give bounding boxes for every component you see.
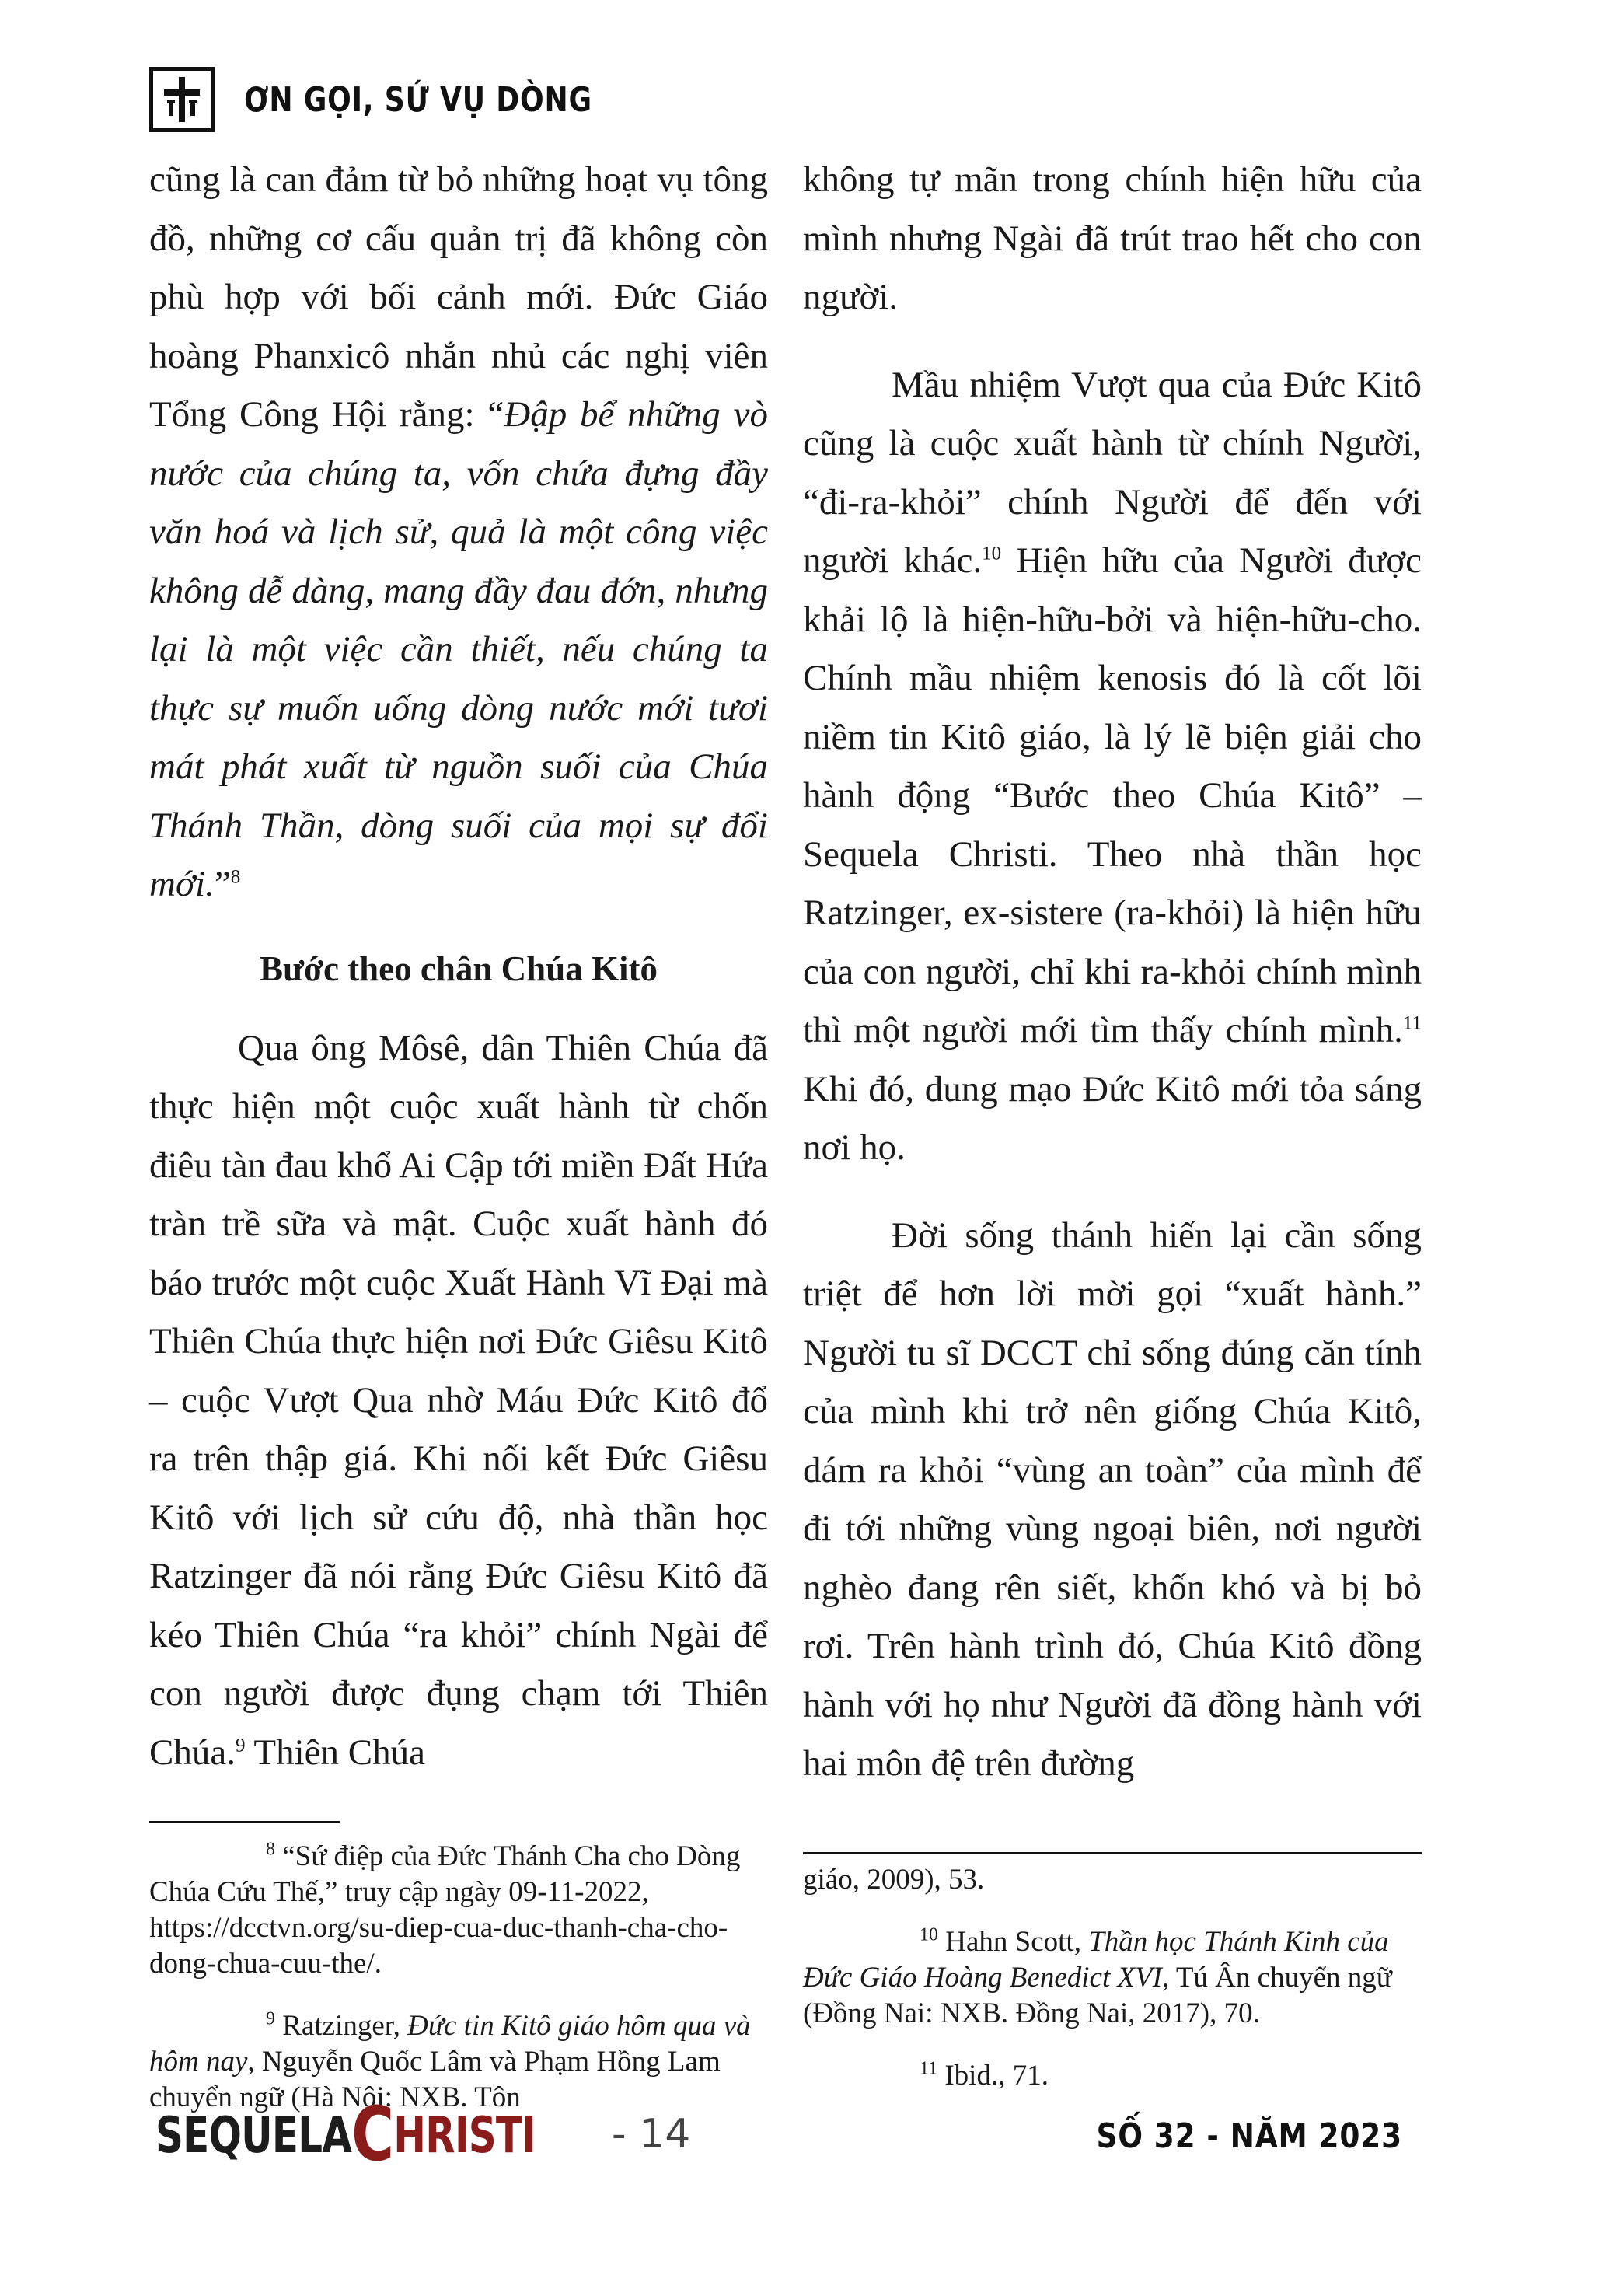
right-paragraph-3: Đời sống thánh hiến lại cần sống triệt để hơn lời mời gọi “xuất hành.” Người tu sĩ DCCT chỉ sống đúng căn tính của mình khi trở nên giống Chúa Kitô, dám ra khỏi “vùng an toàn” của mình để đi tới những vùng ngoại biên, nơi người nghèo đang rên siết, khốn khó và bị bỏ rơi. Trên hành trình đó, Chúa Kitô đồng hành với họ như Người đã đồng hành với hai môn đệ trên đường [803,1214,1422,1784]
quote: Đập bể những vò nước của chúng ta, vốn chứa đựng đầy văn hoá và lịch sử, quả là một công việc không dễ dàng, mang đầy đau đớn, nhưng lại là một việc cần thiết, nếu chúng ta thực sự muốn uống dòng nước mới tươi mát phát xuất từ nguồn suối của Chúa Thánh Thần, dòng suối của mọi sự đổi mới. [149,394,768,904]
footnote-ref-8[interactable]: 8 [230,866,241,888]
left-column [149,151,768,1782]
footnote-8: $^8$ “Sứ điệp của Đức Thánh Cha cho Dòng Chúa Cứu Thế,” truy cập ngày 09-11-2022, https://dcctvn.org/su-diep-cua-duc-thanh-cha-cho-dong-chua-cuu-the/. [149,1839,741,1980]
section-heading: Bước theo chân Chúa Kitô [260,949,658,988]
left-paragraph-2: Qua ông Môsê, dân Thiên Chúa đã thực hiện một cuộc xuất hành từ chốn điêu tàn đau khổ Ai Cập tới miền Đất Hứa tràn trề sữa và mật. Cuộc xuất hành đó báo trước một cuộc Xuất Hành Vĩ Đại mà Thiên Chúa thực hiện nơi Đức Giêsu Kitô – cuộc Vượt Qua nhờ Máu Đức Kitô đổ ra trên thập giá. Khi nối kết Đức Giêsu Kitô với lịch sử cứu độ, nhà thần học Ratzinger đã nói rằng Đức Giêsu Kitô đã kéo Thiên Chúa “ra khỏi” chính Ngài để con người được đụng chạm tới Thiên Chúa.$^9$ Thiên Chúa [149,1027,768,1773]
footnote-divider-right [803,1852,1422,1854]
footnotes-right [803,1862,1422,2094]
footnote-9: $^9$ Ratzinger, Đức tin Kitô giáo hôm qua và hôm nay, Nguyễn Quốc Lâm và Phạm Hồng Lam chuyển ngữ (Hà Nội: NXB. Tôn [149,2008,751,2113]
issue-label: SỐ 32 - NĂM 2023 [1096,2116,1402,2156]
page-header [149,61,668,138]
right-column [803,151,1422,1794]
footnote-divider-left [149,1821,340,1823]
footnote-ref-10[interactable]: 10 [982,543,1002,564]
right-paragraph-2: Mầu nhiệm Vượt qua của Đức Kitô cũng là cuộc xuất hành từ chính Người, “đi-ra-khỏi” chính Người để đến với người khác.$^{10}$ Hiện hữu của Người được khải lộ là hiện-hữu-bởi và hiện-hữu-cho. Chính mầu nhiệm kenosis đó là cốt lõi niềm tin Kitô giáo, là lý lẽ biện giải cho hành động “Bước theo Chúa Kitô” – Sequela Christi. Theo nhà thần học Ratzinger, ex-sistere (ra-khỏi) là hiện hữu của con người, chỉ khi ra-khỏi chính mình thì một người mới tìm thấy chính mình.$^{11}$ Khi đó, dung mạo Đức Kitô mới tỏa sáng nơi họ. [803,364,1422,1168]
footnote-ref-9[interactable]: 9 [235,1734,246,1756]
cross-emblem-icon [149,67,215,132]
sequela-christi-logo: SEQUELACHRISTI [155,2091,536,2178]
footnote-10: $^{10}$ Hahn Scott, Thần học Thánh Kinh của Đức Giáo Hoàng Benedict XVI, Tú Ân chuyển ngữ (Đồng Nai: NXB. Đồng Nai, 2017), 70. [803,1924,1392,2029]
footnote-11: $^{11}$ Ibid., 71. [920,2058,1049,2092]
right-paragraph-1: không tự mãn trong chính hiện hữu của mình nhưng Ngài đã trút trao hết cho con người. [803,159,1422,317]
footnote-9-continued: giáo, 2009), 53. [803,1864,985,1896]
section-title: ƠN GỌI, SỨ VỤ DÒNG [244,79,592,120]
footnotes-left [149,1839,768,2116]
page-number: - 14 [611,2111,691,2158]
footnote-ref-11[interactable]: 11 [1402,1012,1422,1034]
left-paragraph-1: cũng là can đảm từ bỏ những hoạt vụ tông đồ, những cơ cấu quản trị đã không còn phù hợp với bối cảnh mới. Đức Giáo hoàng Phanxicô nhắn nhủ các nghị viên Tổng Công Hội rằng: “Đập bể những vò nước của chúng ta, vốn chứa đựng đầy văn hoá và lịch sử, quả là một công việc không dễ dàng, mang đầy đau đớn, nhưng lại là một việc cần thiết, nếu chúng ta thực sự muốn uống dòng nước mới tươi mát phát xuất từ nguồn suối của Chúa Thánh Thần, dòng suối của mọi sự đổi mới.”$^8$ [149,159,768,904]
footer-brand [155,2091,691,2178]
